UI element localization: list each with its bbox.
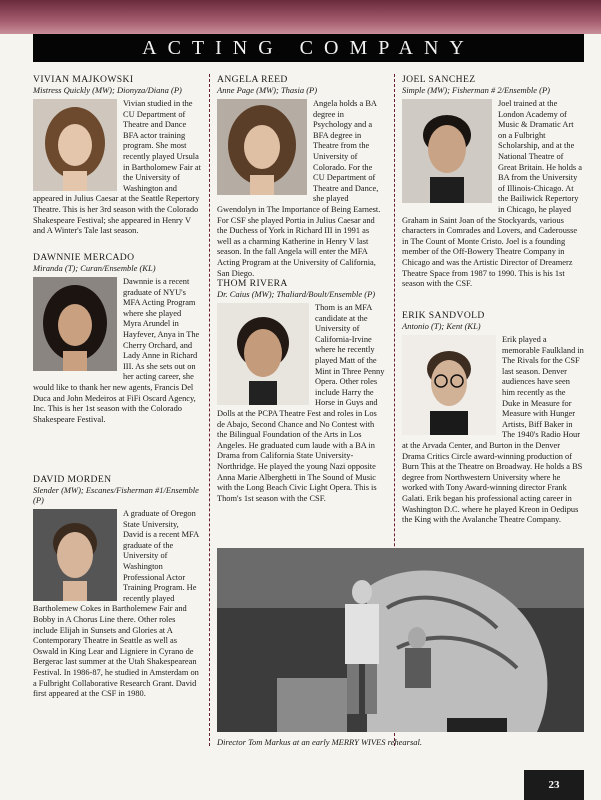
- bio-thom-rivera: [217, 278, 385, 504]
- actor-roles: Slender (MW); Escanes/Fisherman #1/Ensemble (P): [33, 485, 199, 505]
- bio-angela-reed: [217, 74, 385, 278]
- headshot-photo: [33, 277, 117, 371]
- bio-dawnnie-mercado: [33, 252, 201, 462]
- bio-joel-sanchez: [402, 74, 584, 298]
- rehearsal-photo: [217, 548, 584, 732]
- actor-roles: Anne Page (MW); Thasia (P): [217, 85, 318, 95]
- bio-david-morden: [33, 474, 201, 700]
- photo-caption: Director Tom Markus at an early MERRY WIVES rehearsal.: [217, 737, 423, 747]
- column-divider: [209, 74, 210, 746]
- actor-roles: Mistress Quickly (MW); Dionyza/Diana (P): [33, 85, 182, 95]
- actor-roles: Simple (MW); Fisherman # 2/Ensemble (P): [402, 85, 551, 95]
- bio-erik-sandvold: [402, 310, 584, 526]
- headshot-photo: [402, 99, 492, 203]
- column-middle: [217, 74, 385, 516]
- actor-name: DAVID MORDEN: [33, 474, 112, 485]
- headshot-photo: [217, 303, 309, 405]
- actor-bio: Erik played a memorable Faulkland in The Rivals for the CSF last season. Denver audiences have seen him recently as the Duke in Measure for Measure with Hunger Artists, Biff Baker in The 1940's Radio Hour at the Arvada Center, and Burton in the Denver Drama Critics Circle award-winning production of Burn This at the Theatre on Broadway. He holds a BS degree from Northwestern University where he worked with Tony Award-winning director Frank Galati. Erik began his professional acting career in Washington D.C. where he played Kreon in Oedipus the King with the Avalanche Theatre Company.: [402, 335, 584, 525]
- bio-vivian-majkowski: [33, 74, 201, 240]
- actor-bio: Angela holds a BA degree in Psychology and a BFA degree in Theatre from the University of Colorado. For the CU Department of Theatre and Dance, she played Gwendolyn in The Importance of Being Earnest. For CSF she played Portia in Julius Caesar and the Duchess of York in Richard III in 1991 as well as a charming Katherine in Henry V last season. In the fall Angela will enter the MFA Acting Program at the University of California, San Diego.: [217, 99, 381, 278]
- column-right: [402, 74, 584, 538]
- page-number: 23: [524, 770, 584, 800]
- headshot-photo: [402, 335, 496, 435]
- headshot-photo: [33, 99, 117, 191]
- actor-name: ERIK SANDVOLD: [402, 310, 485, 321]
- actor-bio: Dawnnie is a recent graduate of NYU's MFA Acting Program where she played Myra Arundel in Hayfever, Anya in The Cherry Orchard, and Lady Anne in Richard III. As she sets out on her acting career, she would like to thank her new agents, Francis Del Duca and John Medeiros at FiFi Oscard Agency, Inc. This is her 1st season with the Colorado Shakespeare Festival.: [33, 277, 200, 424]
- header-color-band: [0, 0, 601, 34]
- actor-bio: Joel trained at the London Academy of Music & Dramatic Art on a Fulbright Scholarship, and at the National Theatre of Great Britain. He holds a BA from the University of Illinois-Chicago. At the Bailiwick Repertory in Chicago, he played Graham in Saint Joan of the Stockyards, various characters in Comrades and Lovers, and Caderousse in The Count of Monte Cristo. Joel is a founding member of the Off-Bowery Theatre Company in Chicago and was the Artistic Director of Dreamerz Theatre Space from 1987 to 1990. This is his 1st season with the CSF.: [402, 99, 582, 289]
- actor-roles: Antonio (T); Kent (KL): [402, 321, 481, 331]
- column-left: [33, 74, 201, 712]
- page-title: ACTING COMPANY: [33, 34, 584, 62]
- actor-name: JOEL SANCHEZ: [402, 74, 476, 85]
- headshot-photo: [33, 509, 117, 601]
- actor-name: VIVIAN MAJKOWSKI: [33, 74, 134, 85]
- actor-bio: Vivian studied in the CU Department of Theatre and Dance BFA actor training program. She most recently played Ursula in Bartholomew Fair at the University of Washington and appeared in Julius Caesar at the Seattle Repertory Theatre. This is her 3rd season with the Colorado Shakespeare Festival; she appeared in Henry V and A Winter's Tale last season.: [33, 99, 201, 236]
- headshot-photo: [217, 99, 307, 195]
- actor-roles: Dr. Caius (MW); Thaliard/Boult/Ensemble (P): [217, 289, 376, 299]
- actor-name: ANGELA REED: [217, 74, 288, 85]
- actor-bio: A graduate of Oregon State University, David is a recent MFA graduate of the University of Washington Professional Actor Training Program. He recently played Bartholemew Cokes in Bartholemew Fair and Bobby in A Chorus Line there. Other roles include Elijah in Sunsets and Glories at A Contemporary Theatre in Seattle as well as Oswald in King Lear and Ligniere in Cyrano de Bergerac last summer at the Utah Shakespearean Festival. In 1986-87, he studied in Amsterdam on a Fulbright Collaborative Research Grant. David first appeared at the CSF in 1980.: [33, 509, 199, 699]
- actor-bio: Thom is an MFA candidate at the University of California-Irvine where he recently played Matt of the Mint in Three Penny Opera. Other roles include Harry the Horse in Guys and Dolls at the PCPA Theatre Fest and roles in Los de Abajo, Second Chance and No Contest with the Bilingual Foundation of the Arts in Los Angeles. He graduated cum laude with a BA in Drama from California State University-Northridge. He played the young Nazi opposite Anna Marie Alberghetti in The Sound of Music with the Long Beach Civic Light Opera. This is Thom's 1st season with the CSF.: [217, 303, 385, 503]
- actor-name: THOM RIVERA: [217, 278, 288, 289]
- actor-name: DAWNNIE MERCADO: [33, 252, 135, 263]
- actor-roles: Miranda (T); Curan/Ensemble (KL): [33, 263, 156, 273]
